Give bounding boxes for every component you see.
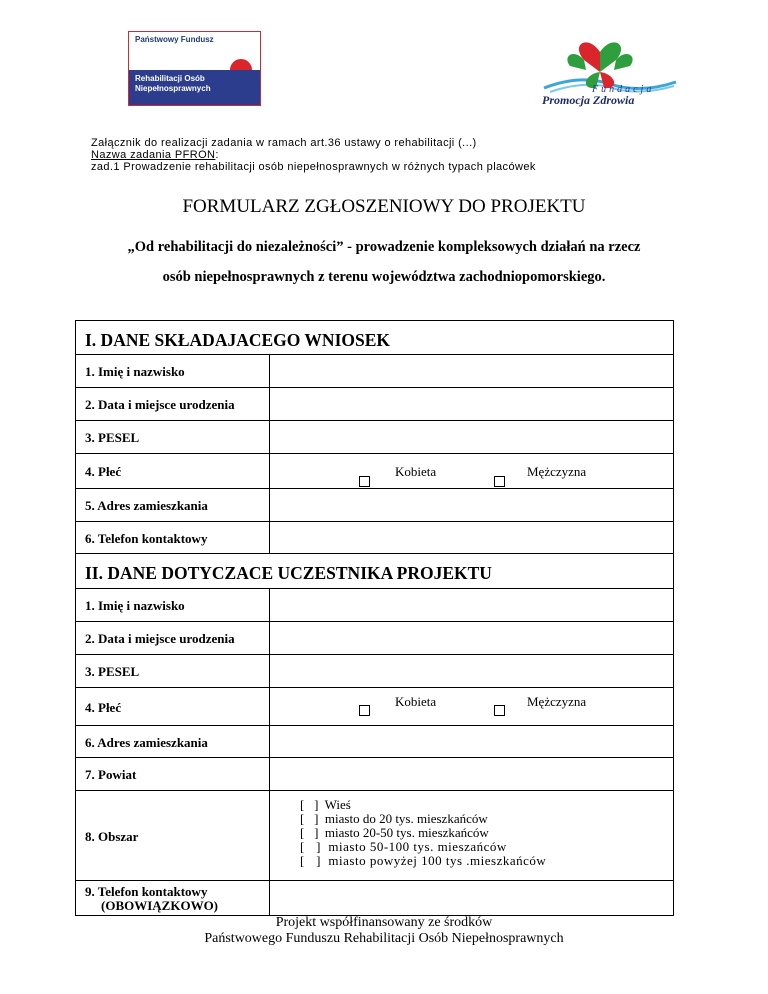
s1-phone-row <box>76 522 673 554</box>
s2-county-row <box>76 758 673 791</box>
pfron-logo-line2: Rehabilitacji Osób <box>135 74 205 83</box>
s2-female-checkbox[interactable] <box>359 705 370 716</box>
pfron-logo-line1: Państwowy Fundusz <box>135 35 214 44</box>
s1-male-label: Mężczyzna <box>527 464 587 479</box>
project-subtitle-line2: osób niepełnosprawnych z terenu województwa zachodniopomorskiego. <box>162 269 606 285</box>
s2-phone-required: (OBOWIĄZKOWO) <box>101 898 219 913</box>
s1-name-label: 1. Imię i nazwisko <box>85 364 185 379</box>
s2-birth-row <box>76 622 673 655</box>
attachment-note: Załącznik do realizacji zadania w ramach art.36 ustawy o rehabilitacji (...) <box>91 137 477 149</box>
s2-phone-label: 9. Telefon kontaktowy <box>85 884 208 899</box>
project-subtitle-line1: „Od rehabilitacji do niezależności” - prowadzenie kompleksowych działań na rzecz <box>127 239 641 255</box>
s2-county-label: 7. Powiat <box>85 767 137 782</box>
s2-county-field[interactable] <box>270 758 673 790</box>
fundacja-logo <box>540 26 678 106</box>
s2-name-field[interactable] <box>270 589 673 621</box>
area-option-city-100k[interactable]: [ ] miasto powyżej 100 tys .mieszkańców <box>300 853 547 868</box>
s1-name-row <box>76 355 673 388</box>
s2-pesel-field[interactable] <box>270 655 673 687</box>
s2-birth-field[interactable] <box>270 622 673 654</box>
fundacja-logo-line2: Promocja Zdrowia <box>542 93 635 107</box>
s1-phone-field[interactable] <box>270 522 673 553</box>
s2-sex-row <box>76 688 673 726</box>
task-name-label: Nazwa zadania PFRON <box>91 149 216 161</box>
s2-male-label: Mężczyzna <box>527 694 587 709</box>
pfron-logo-line3: Niepełnosprawnych <box>135 84 211 93</box>
footer-line1: Projekt współfinansowany ze środków <box>275 915 493 930</box>
pfron-logo <box>128 31 261 106</box>
application-form <box>75 320 674 916</box>
area-option-village[interactable]: [ ] Wieś <box>300 797 351 812</box>
task-name-heading <box>91 149 219 161</box>
footer-line2: Państwowego Funduszu Rehabilitacji Osób Niepełnosprawnych <box>204 931 564 946</box>
s1-address-row <box>76 489 673 522</box>
area-option-town-20k[interactable]: [ ] miasto do 20 tys. mieszkańców <box>300 811 488 826</box>
s2-area-label: 8. Obszar <box>85 829 139 844</box>
area-option-town-20-50k[interactable]: [ ] miasto 20-50 tys. mieszkańców <box>300 825 489 840</box>
s2-area-row <box>76 791 673 881</box>
task-name-colon: : <box>215 149 219 161</box>
task-description: zad.1 Prowadzenie rehabilitacji osób niepełnosprawnych w różnych typach placówek <box>91 161 536 173</box>
s2-name-row <box>76 589 673 622</box>
s2-pesel-label: 3. PESEL <box>85 664 140 679</box>
section-2-title: II. DANE DOTYCZACE UCZESTNIKA PROJEKTU <box>85 563 492 583</box>
s1-address-field[interactable] <box>270 489 673 521</box>
section-1-title: I. DANE SKŁADAJACEGO WNIOSEK <box>85 330 391 350</box>
s1-pesel-field[interactable] <box>270 421 673 453</box>
s1-female-label: Kobieta <box>395 464 437 479</box>
s2-sex-label: 4. Płeć <box>85 700 122 715</box>
s1-name-field[interactable] <box>270 355 673 387</box>
s2-birth-label: 2. Data i miejsce urodzenia <box>85 631 235 646</box>
s2-address-label: 6. Adres zamieszkania <box>85 735 208 750</box>
s1-male-checkbox[interactable] <box>494 476 505 487</box>
s1-sex-label: 4. Płeć <box>85 464 122 479</box>
section-2-header <box>76 554 673 589</box>
s2-female-label: Kobieta <box>395 694 437 709</box>
s1-birth-label: 2. Data i miejsce urodzenia <box>85 397 235 412</box>
section-1-header <box>76 321 673 355</box>
s1-pesel-row <box>76 421 673 454</box>
s2-name-label: 1. Imię i nazwisko <box>85 598 185 613</box>
s1-birth-row <box>76 388 673 421</box>
footer <box>0 915 768 947</box>
s2-pesel-row <box>76 655 673 688</box>
page-title: FORMULARZ ZGŁOSZENIOWY DO PROJEKTU <box>182 196 586 217</box>
s2-male-checkbox[interactable] <box>494 705 505 716</box>
area-option-town-50-100k[interactable]: [ ] miasto 50-100 tys. mieszańców <box>300 839 507 854</box>
s1-pesel-label: 3. PESEL <box>85 430 140 445</box>
s1-sex-row <box>76 454 673 489</box>
s2-address-row <box>76 726 673 758</box>
s1-birth-field[interactable] <box>270 388 673 420</box>
s2-address-field[interactable] <box>270 726 673 757</box>
s2-phone-field[interactable] <box>270 881 673 915</box>
s2-phone-row <box>76 881 673 915</box>
s1-female-checkbox[interactable] <box>359 476 370 487</box>
s1-address-label: 5. Adres zamieszkania <box>85 498 208 513</box>
s1-phone-label: 6. Telefon kontaktowy <box>85 531 208 546</box>
fundacja-logo-line1: Fundacja <box>592 84 655 95</box>
